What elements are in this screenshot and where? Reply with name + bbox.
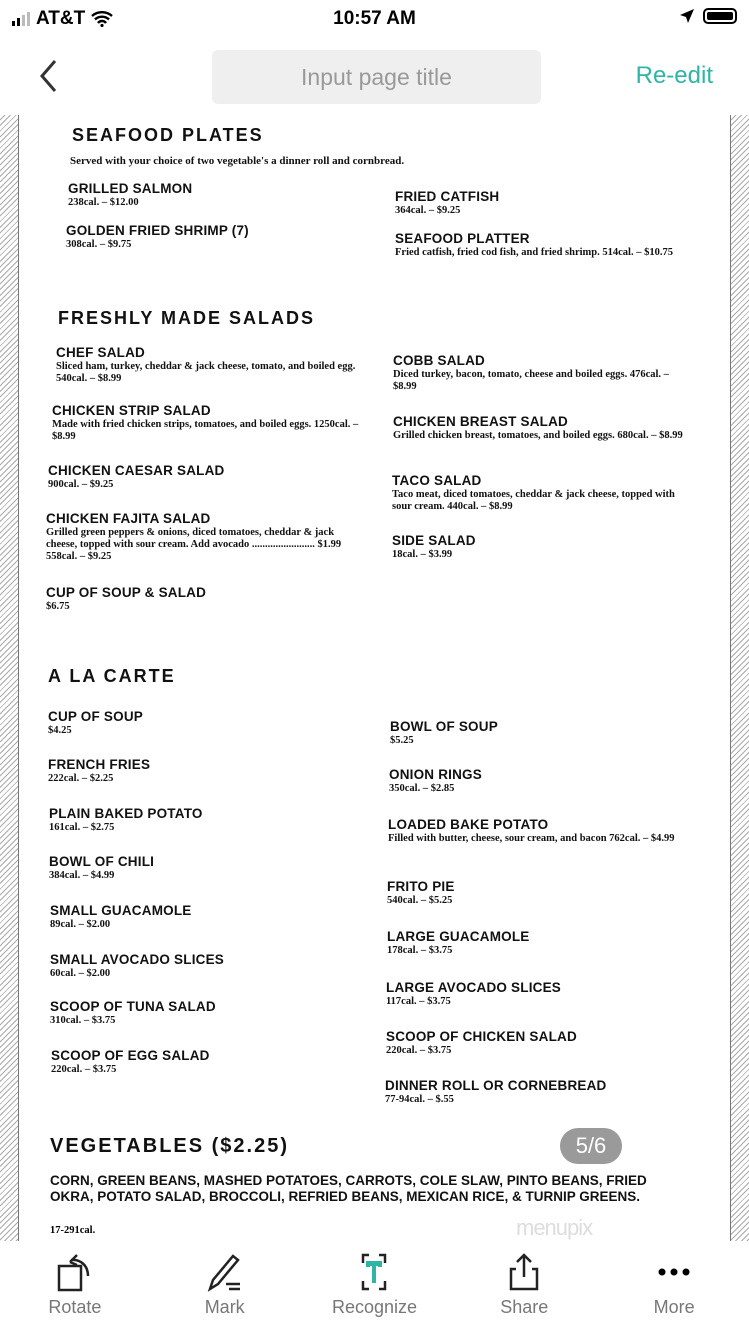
menu-item-detail: $5.25 (390, 735, 414, 746)
menu-item-name: SCOOP OF TUNA SALAD (50, 999, 216, 1014)
menu-item-detail: 238cal. – $12.00 (68, 197, 139, 208)
menu-item (49, 806, 359, 834)
rotate-button[interactable] (0, 1241, 150, 1331)
menu-item-name: FRITO PIE (387, 879, 455, 894)
menu-item (68, 181, 378, 209)
menu-item-name: CUP OF SOUP (48, 709, 143, 724)
menu-item (395, 231, 695, 259)
clock: 10:57 AM (333, 8, 416, 29)
menu-item-detail: Diced turkey, bacon, tomato, cheese and boiled eggs. 476cal. – $8.99 (393, 369, 669, 392)
section-title: FRESHLY MADE SALADS (58, 308, 316, 328)
menu-item-name: DINNER ROLL OR CORNEBREAD (385, 1078, 607, 1093)
recognize-button[interactable] (300, 1241, 450, 1331)
menu-item (46, 585, 356, 613)
menu-item-name: ONION RINGS (389, 767, 482, 782)
menu-item-detail: 89cal. – $2.00 (50, 919, 111, 930)
watermark: menupix (516, 1215, 593, 1240)
vegetables-title: VEGETABLES ($2.25) (50, 1135, 290, 1157)
mark-button[interactable] (150, 1241, 300, 1331)
nav-bar (0, 48, 749, 104)
section-subtitle: Served with your choice of two vegetable's a dinner roll and cornbread. (70, 155, 405, 167)
menu-item (393, 414, 693, 442)
menu-item-name: LOADED BAKE POTATO (388, 817, 549, 832)
menu-item (388, 817, 688, 845)
menu-item-name: CHEF SALAD (56, 345, 145, 360)
menu-item-detail: 384cal. – $4.99 (49, 870, 115, 881)
menu-item-name: LARGE GUACAMOLE (387, 929, 530, 944)
menu-item (392, 533, 692, 561)
page-border-left (0, 115, 19, 1241)
bottom-toolbar (0, 1241, 749, 1331)
carrier-name: AT&T (36, 8, 86, 29)
re-edit-button[interactable]: Re-edit (635, 62, 713, 89)
menu-item-name: SIDE SALAD (392, 533, 476, 548)
menu-item-name: SCOOP OF CHICKEN SALAD (386, 1029, 577, 1044)
menu-item (66, 223, 376, 251)
more-icon (653, 1251, 695, 1293)
section-title: A LA CARTE (48, 666, 176, 686)
menu-item (50, 999, 360, 1027)
menu-item-detail: 220cal. – $3.75 (386, 1045, 452, 1056)
menu-item-name: CHICKEN FAJITA SALAD (46, 511, 211, 526)
menu-item-name: GOLDEN FRIED SHRIMP (7) (66, 223, 249, 238)
menu-item-detail: 310cal. – $3.75 (50, 1015, 116, 1026)
menu-item (52, 403, 362, 443)
menu-item (46, 511, 356, 563)
menu-item-name: CUP OF SOUP & SALAD (46, 585, 207, 600)
menu-item-detail: 364cal. – $9.25 (395, 205, 461, 216)
menu-item-detail: Fried catfish, fried cod fish, and fried shrimp. 514cal. – $10.75 (395, 247, 673, 258)
menu-item (50, 952, 360, 980)
menu-item (393, 353, 693, 393)
menu-item-detail: Made with fried chicken strips, tomatoes, and boiled eggs. 1250cal. – $8.99 (52, 419, 359, 442)
share-button[interactable] (449, 1241, 599, 1331)
page-title-input[interactable] (212, 50, 541, 104)
menu-item-detail: 220cal. – $3.75 (51, 1064, 117, 1075)
more-button[interactable] (599, 1241, 749, 1331)
menu-item (395, 189, 695, 217)
text-recognize-icon (353, 1251, 395, 1293)
menu-item-name: CHICKEN BREAST SALAD (393, 414, 569, 429)
battery-icon (703, 8, 737, 24)
menu-item-name: SMALL AVOCADO SLICES (50, 952, 225, 967)
menu-item-detail: Taco meat, diced tomatoes, cheddar & jack cheese, topped with sour cream. 440cal. – $8.99 (392, 489, 675, 512)
vegetables-list: CORN, GREEN BEANS, MASHED POTATOES, CARROTS, COLE SLAW, PINTO BEANS, FRIED OKRA, POTATO SALAD, BROCCOLI, REFRIED BEANS, MEXICAN RICE, & TURNIP GREENS. (50, 1173, 647, 1204)
menu-item-name: PLAIN BAKED POTATO (49, 806, 203, 821)
menu-item-detail: 222cal. – $2.25 (48, 773, 114, 784)
menu-item (386, 1029, 686, 1057)
share-icon (503, 1251, 545, 1293)
menu-item (56, 345, 366, 385)
menu-item (51, 1048, 361, 1076)
menu-item-detail: 900cal. – $9.25 (48, 479, 114, 490)
menu-item-detail: 18cal. – $3.99 (392, 549, 453, 560)
menu-item-name: TACO SALAD (392, 473, 482, 488)
status-bar (0, 0, 749, 40)
menu-item (390, 719, 690, 747)
menu-item-name: COBB SALAD (393, 353, 485, 368)
menu-item-detail: 540cal. – $5.25 (387, 895, 453, 906)
more-label: More (653, 1297, 695, 1317)
recognize-label: Recognize (331, 1297, 418, 1317)
menu-item-name: SCOOP OF EGG SALAD (51, 1048, 210, 1063)
menu-item-name: LARGE AVOCADO SLICES (386, 980, 562, 995)
menu-item-detail: Sliced ham, turkey, cheddar & jack cheese, tomato, and boiled egg. 540cal. – $8.99 (56, 361, 356, 384)
rotate-icon (54, 1251, 96, 1293)
menu-item (387, 929, 687, 957)
menu-item-name: BOWL OF CHILI (49, 854, 155, 869)
share-label: Share (500, 1297, 549, 1317)
menu-item (50, 903, 360, 931)
section-title: SEAFOOD PLATES (72, 125, 264, 145)
location-icon (679, 8, 695, 24)
menu-item-detail: Grilled green peppers & onions, diced tomatoes, cheddar & jack cheese, topped with sour cream. Add avocado ........................ $1.99 558cal. – $9.25 (46, 527, 342, 562)
menu-item (387, 879, 687, 907)
menu-item-name: FRIED CATFISH (395, 189, 500, 204)
menu-item-detail: 350cal. – $2.85 (389, 783, 455, 794)
menu-item (48, 463, 358, 491)
menu-item-name: FRENCH FRIES (48, 757, 151, 772)
mark-label: Mark (204, 1297, 245, 1317)
menu-item-detail: 77-94cal. – $.55 (385, 1094, 454, 1105)
menu-item-detail: Filled with butter, cheese, sour cream, and bacon 762cal. – $4.99 (388, 833, 675, 844)
menu-item (389, 767, 689, 795)
menu-item-detail: 308cal. – $9.75 (66, 239, 132, 250)
page-border-right (730, 115, 749, 1241)
page-indicator: 5/6 (560, 1128, 622, 1164)
menu-item-name: SMALL GUACAMOLE (50, 903, 192, 918)
menu-item-detail: Grilled chicken breast, tomatoes, and boiled eggs. 680cal. – $8.99 (393, 430, 683, 441)
menu-item-name: CHICKEN CAESAR SALAD (48, 463, 225, 478)
menu-item-detail: 161cal. – $2.75 (49, 822, 115, 833)
vegetables-calories: 17-291cal. (50, 1225, 96, 1236)
menu-item-detail: $4.25 (48, 725, 72, 736)
menu-item (49, 854, 359, 882)
menu-item-detail: 117cal. – $3.75 (386, 996, 451, 1007)
menu-item (385, 1078, 685, 1106)
menu-item (48, 757, 358, 785)
menu-item (386, 980, 686, 1008)
chevron-left-icon (38, 58, 58, 94)
pencil-icon (204, 1251, 246, 1293)
rotate-label: Rotate (48, 1297, 102, 1317)
menu-item (392, 473, 692, 513)
menu-item-name: GRILLED SALMON (68, 181, 193, 196)
back-button[interactable] (38, 58, 58, 100)
scanned-menu-page (0, 115, 749, 1241)
menu-item (48, 709, 358, 737)
menu-item-name: SEAFOOD PLATTER (395, 231, 530, 246)
menu-item-detail: $6.75 (46, 601, 70, 612)
menu-item-name: BOWL OF SOUP (390, 719, 498, 734)
menu-item-name: CHICKEN STRIP SALAD (52, 403, 211, 418)
menu-item-detail: 60cal. – $2.00 (50, 968, 111, 979)
menu-item-detail: 178cal. – $3.75 (387, 945, 453, 956)
